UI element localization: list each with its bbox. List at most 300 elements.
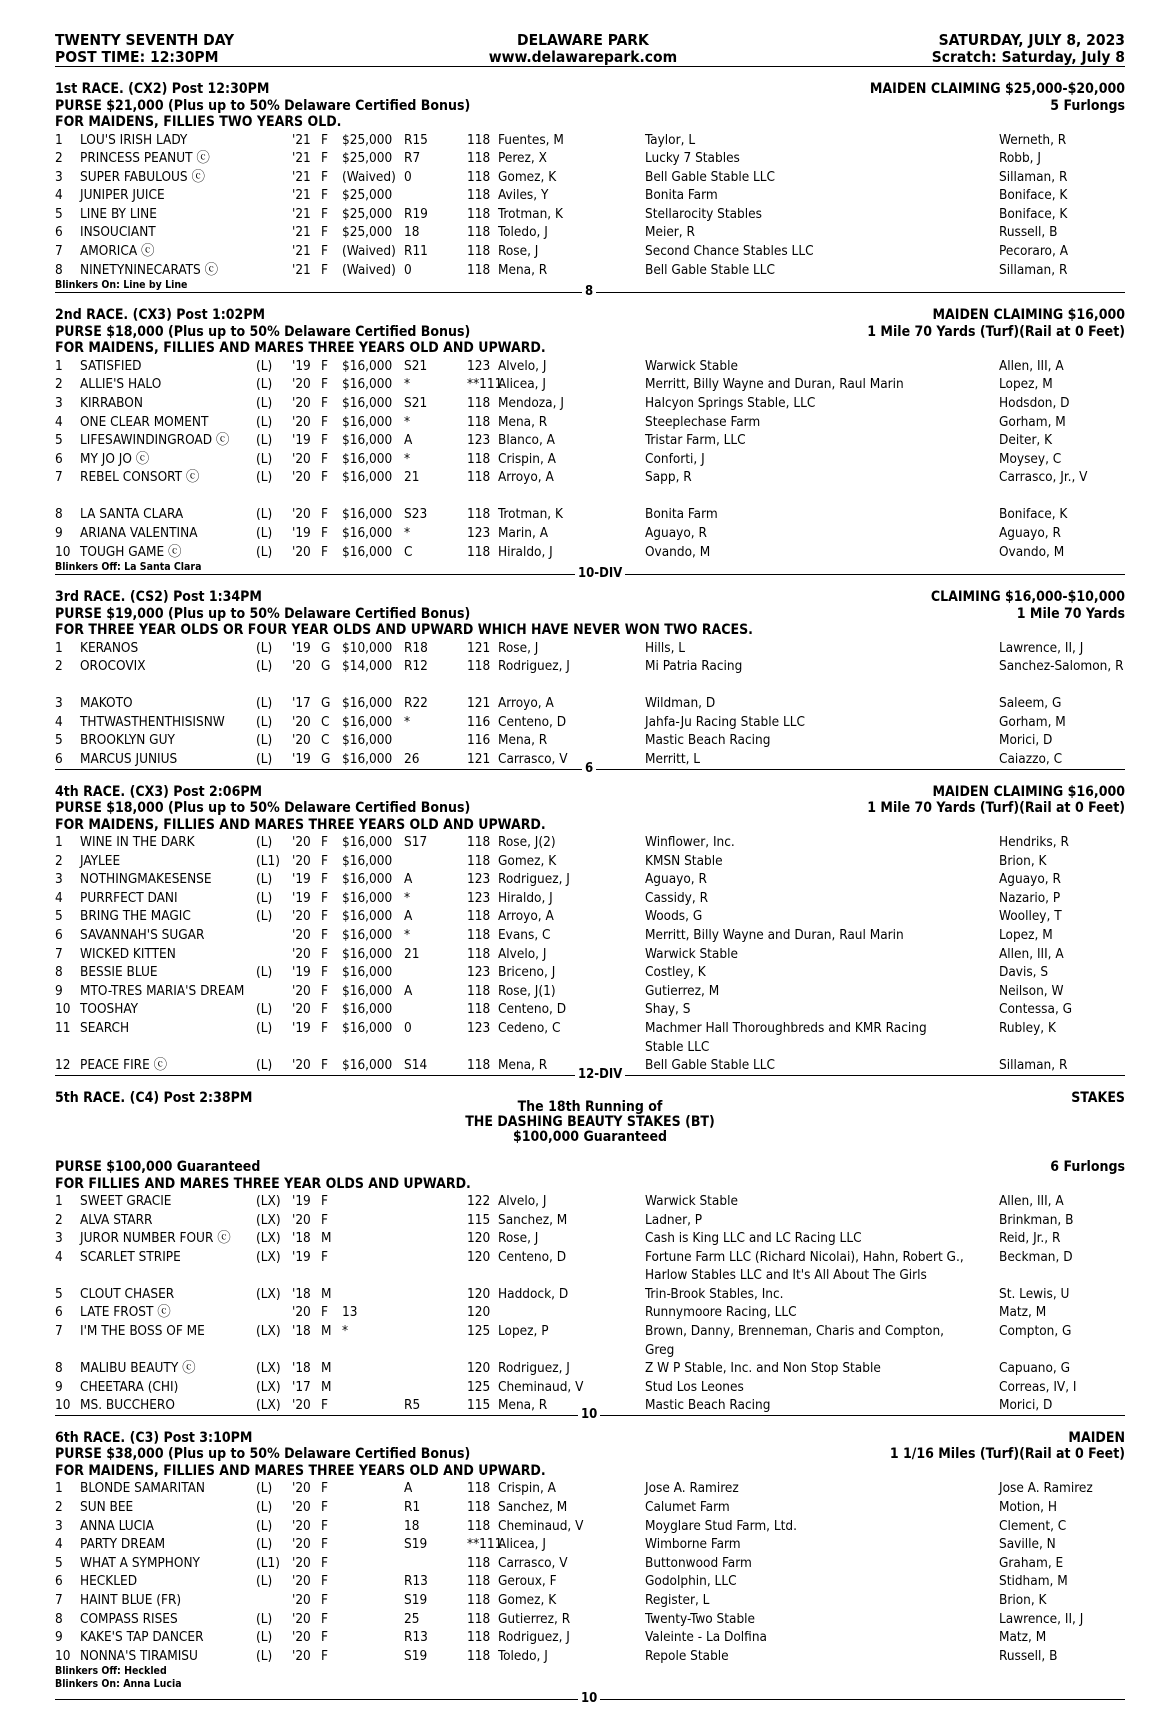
- entry-name[interactable]: COMPASS RISES: [80, 1610, 178, 1627]
- entry-pr: $16,000: [342, 927, 393, 944]
- entry-row: [55, 1591, 1125, 1610]
- entry-row: [55, 694, 1125, 713]
- entry-name[interactable]: LOU'S IRISH LADY: [80, 131, 188, 148]
- entry-tr: Brion, K: [999, 1591, 1047, 1608]
- entry-row: [55, 1248, 1125, 1285]
- entry-med: (L): [256, 1001, 273, 1018]
- entry-num: 1: [55, 131, 63, 148]
- entry-sex: F: [321, 927, 328, 944]
- entry-num: 5: [55, 432, 63, 449]
- entry-sex: F: [321, 168, 328, 185]
- entry-row: [55, 1610, 1125, 1629]
- entry-tr: Caiazzo, C: [999, 750, 1063, 767]
- entry-med: (LX): [256, 1248, 281, 1265]
- entry-name[interactable]: CLOUT CHASER: [80, 1285, 175, 1302]
- entry-num: 2: [55, 376, 63, 393]
- entry-own: Cash is King LLC and LC Racing LLC: [645, 1230, 862, 1247]
- entry-yr: '20: [292, 1536, 311, 1553]
- entry-yr: '19: [292, 1248, 311, 1265]
- entry-jk: Rose, J: [498, 243, 539, 260]
- entry-own: Costley, K: [645, 964, 706, 981]
- entry-name[interactable]: MTO-TRES MARIA'S DREAM: [80, 982, 245, 999]
- entry-code: R5: [404, 1397, 421, 1414]
- entry-wt: 118: [467, 413, 491, 430]
- entry-name[interactable]: KIRRABON: [80, 394, 143, 411]
- entry-yr: '20: [292, 1517, 311, 1534]
- entry-name[interactable]: I'M THE BOSS OF ME: [80, 1323, 205, 1340]
- entry-name[interactable]: ALLIE'S HALO: [80, 376, 162, 393]
- entry-sex: F: [321, 1517, 328, 1534]
- entry-code: C: [404, 543, 413, 560]
- entry-sex: F: [321, 1647, 328, 1664]
- entry-med: (L): [256, 1517, 273, 1534]
- entry-row: [55, 168, 1125, 187]
- entry-jk: Carrasco, V: [498, 750, 568, 767]
- entry-tr: Robb, J: [999, 150, 1041, 167]
- entry-yr: '21: [292, 150, 311, 167]
- entry-med: (L): [256, 639, 273, 656]
- entry-own: Runnymoore Racing, LLC: [645, 1304, 797, 1321]
- entry-name[interactable]: JUROR NUMBER FOUR ⓒ: [80, 1230, 231, 1247]
- entry-name[interactable]: LA SANTA CLARA: [80, 506, 184, 523]
- entry-own: Bonita Farm: [645, 187, 718, 204]
- entry-sex: F: [321, 1211, 328, 1228]
- entry-wt: 118: [467, 1001, 491, 1018]
- entry-name[interactable]: JUNIPER JUICE: [80, 187, 165, 204]
- entry-tr: Sillaman, R: [999, 261, 1068, 278]
- entry-yr: '18: [292, 1285, 311, 1302]
- entry-med: (L): [256, 1536, 273, 1553]
- entry-num: 1: [55, 1480, 63, 1497]
- entry-code: R15: [404, 131, 428, 148]
- entry-name[interactable]: MARCUS JUNIUS: [80, 750, 178, 767]
- entry-row: [55, 1479, 1125, 1498]
- field-size-marker: 10-DIV: [575, 566, 625, 582]
- entry-own: Halcyon Springs Stable, LLC: [645, 394, 816, 411]
- entry-tr: Allen, III, A: [999, 945, 1064, 962]
- entry-wt: 118: [467, 243, 491, 260]
- entry-jk: Mena, R: [498, 732, 548, 749]
- entry-sex: F: [321, 1001, 328, 1018]
- entry-jk: Arroyo, A: [498, 908, 554, 925]
- entry-name[interactable]: BLONDE SAMARITAN: [80, 1480, 205, 1497]
- entry-tr: Saville, N: [999, 1536, 1056, 1553]
- entry-code: 0: [404, 261, 412, 278]
- entry-med: (L): [256, 450, 273, 467]
- entry-name[interactable]: OROCOVIX: [80, 658, 146, 675]
- entry-name[interactable]: WICKED KITTEN: [80, 945, 176, 962]
- entry-yr: '17: [292, 695, 311, 712]
- entry-tr: Boniface, K: [999, 205, 1068, 222]
- entry-pr: (Waived): [342, 243, 396, 260]
- entry-jk: Briceno, J: [498, 964, 556, 981]
- entry-name[interactable]: SCARLET STRIPE: [80, 1248, 181, 1265]
- entry-pr: $16,000: [342, 889, 393, 906]
- race-purse: PURSE $18,000 (Plus up to 50% Delaware Certified Bonus): [55, 800, 471, 817]
- entry-pr: $16,000: [342, 945, 393, 962]
- entry-wt: 120: [467, 1285, 491, 1302]
- race-distance: 1 Mile 70 Yards (Turf)(Rail at 0 Feet): [867, 800, 1125, 817]
- entry-jk: Perez, X: [498, 150, 547, 167]
- entry-yr: '19: [292, 432, 311, 449]
- stakes-line: $100,000 Guaranteed: [512, 1129, 668, 1146]
- entry-pr: $25,000: [342, 205, 393, 222]
- blinkers-note: Blinkers Off: La Santa Clara: [55, 561, 202, 574]
- entry-own: Ovando, M: [645, 543, 711, 560]
- entry-pr: $10,000: [342, 639, 393, 656]
- entry-med: (L): [256, 1498, 273, 1515]
- entry-name[interactable]: SATISFIED: [80, 357, 142, 374]
- entry-row: [55, 1192, 1125, 1211]
- blinkers-note: Blinkers Off: Heckled: [55, 1665, 167, 1678]
- entry-pr: $25,000: [342, 187, 393, 204]
- entry-name[interactable]: SEARCH: [80, 1020, 130, 1036]
- blinkers-note: Blinkers On: Line by Line: [55, 279, 188, 292]
- entry-sex: G: [321, 639, 331, 656]
- entry-num: 2: [55, 1211, 63, 1228]
- entry-row: [55, 1572, 1125, 1591]
- entry-jk: Mena, R: [498, 1397, 548, 1414]
- entry-wt: 118: [467, 131, 491, 148]
- entry-num: 10: [55, 1397, 71, 1414]
- entry-own: Stud Los Leones: [645, 1378, 744, 1395]
- entry-med: (L): [256, 524, 273, 541]
- entry-tr: Brinkman, B: [999, 1211, 1074, 1228]
- entry-wt: 118: [467, 450, 491, 467]
- entry-tr: Lopez, M: [999, 376, 1053, 393]
- entry-name[interactable]: MALIBU BEAUTY ⓒ: [80, 1360, 196, 1377]
- entry-med: (L): [256, 713, 273, 730]
- entry-sex: F: [321, 1536, 328, 1553]
- entry-jk: Crispin, A: [498, 450, 556, 467]
- entry-row: [55, 505, 1125, 524]
- entry-tr: Neilson, W: [999, 982, 1064, 999]
- entry-name[interactable]: AMORICA ⓒ: [80, 243, 155, 260]
- entry-pr: $16,000: [342, 834, 393, 851]
- entry-pr: *: [342, 1323, 349, 1340]
- entry-med: (L): [256, 469, 273, 486]
- entry-yr: '20: [292, 1610, 311, 1627]
- entry-name[interactable]: ONE CLEAR MOMENT: [80, 413, 209, 430]
- entry-tr: Pecoraro, A: [999, 243, 1068, 260]
- entry-tr: Stidham, M: [999, 1573, 1068, 1590]
- entry-num: 2: [55, 852, 63, 869]
- entry-tr: Lawrence, II, J: [999, 639, 1084, 656]
- entry-pr: $16,000: [342, 543, 393, 560]
- entry-code: 21: [404, 945, 420, 962]
- entry-med: (LX): [256, 1397, 281, 1414]
- entry-yr: '20: [292, 1591, 311, 1608]
- entry-jk: Mena, R: [498, 413, 548, 430]
- entry-name[interactable]: SWEET GRACIE: [80, 1193, 172, 1210]
- entry-yr: '20: [292, 1629, 311, 1646]
- entry-own: Mastic Beach Racing: [645, 1397, 771, 1414]
- entry-own: Twenty-Two Stable: [645, 1610, 756, 1627]
- entry-row: [55, 657, 1125, 694]
- track-url[interactable]: www.delawarepark.com: [488, 48, 678, 66]
- entry-wt: 123: [467, 357, 491, 374]
- entry-name[interactable]: BRING THE MAGIC: [80, 908, 191, 925]
- entry-wt: 118: [467, 224, 491, 241]
- entry-pr: $25,000: [342, 224, 393, 241]
- entry-med: (L): [256, 376, 273, 393]
- entry-name[interactable]: CHEETARA (CHI): [80, 1378, 179, 1395]
- entry-num: 8: [55, 1610, 63, 1627]
- entry-row: [55, 1378, 1125, 1397]
- entry-yr: '20: [292, 1480, 311, 1497]
- entry-wt: 118: [467, 1610, 491, 1627]
- entry-own: Mi Patria Racing: [645, 658, 743, 675]
- entry-num: 10: [55, 543, 71, 560]
- entry-row: [55, 1322, 1125, 1359]
- entry-name[interactable]: PURRFECT DANI: [80, 889, 178, 906]
- entry-num: 9: [55, 982, 63, 999]
- entry-yr: '19: [292, 871, 311, 888]
- entry-med: (L): [256, 413, 273, 430]
- entry-name[interactable]: THTWASTHENTHISISNW: [80, 713, 225, 730]
- entry-name[interactable]: KERANOS: [80, 639, 139, 656]
- entry-own: Shay, S: [645, 1001, 691, 1018]
- entry-own: Calumet Farm: [645, 1498, 730, 1515]
- entry-jk: Lopez, P: [498, 1323, 549, 1340]
- entry-code: A: [404, 432, 413, 449]
- entry-row: [55, 1535, 1125, 1554]
- entry-name[interactable]: MS. BUCCHERO: [80, 1397, 175, 1414]
- entry-num: 4: [55, 413, 63, 430]
- entry-name[interactable]: TOUGH GAME ⓒ: [80, 543, 182, 560]
- entry-wt: 118: [467, 1057, 491, 1073]
- stakes-line: The 18th Running of: [517, 1099, 663, 1116]
- race-type: STAKES: [1071, 1089, 1125, 1106]
- entry-tr: Sillaman, R: [999, 168, 1068, 185]
- entry-tr: Boniface, K: [999, 506, 1068, 523]
- entry-sex: F: [321, 1554, 328, 1571]
- entry-code: S14: [404, 1057, 428, 1073]
- stakes-line: THE DASHING BEAUTY STAKES (BT): [465, 1114, 715, 1131]
- entry-name[interactable]: KAKE'S TAP DANCER: [80, 1629, 204, 1646]
- entry-pr: $16,000: [342, 394, 393, 411]
- entry-row: [55, 186, 1125, 205]
- entry-tr: Gorham, M: [999, 713, 1066, 730]
- entry-name[interactable]: INSOUCIANT: [80, 224, 156, 241]
- entry-sex: G: [321, 750, 331, 767]
- entry-sex: M: [321, 1230, 332, 1247]
- entry-own: Woods, G: [645, 908, 703, 925]
- entry-tr: Ovando, M: [999, 543, 1065, 560]
- entry-name[interactable]: MAKOTO: [80, 695, 133, 712]
- entry-tr: Beckman, D: [999, 1248, 1073, 1265]
- entry-tr: Boniface, K: [999, 187, 1068, 204]
- stakes-title: [55, 1100, 1125, 1145]
- entry-row: [55, 889, 1125, 908]
- entry-row: [55, 375, 1125, 394]
- entry-name[interactable]: PRINCESS PEANUT ⓒ: [80, 150, 210, 167]
- field-size-marker: 6: [582, 761, 596, 777]
- entry-name[interactable]: BROOKLYN GUY: [80, 732, 175, 749]
- entry-row: [55, 713, 1125, 732]
- entry-num: 2: [55, 658, 63, 675]
- entry-name[interactable]: NINETYNINECARATS ⓒ: [80, 261, 219, 278]
- entry-num: 11: [55, 1020, 71, 1036]
- entry-name[interactable]: PARTY DREAM: [80, 1536, 166, 1553]
- entry-sex: G: [321, 695, 331, 712]
- entry-jk: Centeno, D: [498, 1248, 567, 1265]
- entry-tr: Gorham, M: [999, 413, 1066, 430]
- entry-pr: $16,000: [342, 1057, 393, 1073]
- entry-jk: Arroyo, A: [498, 695, 554, 712]
- entry-own: Fortune Farm LLC (Richard Nicolai), Hahn, Robert G., Harlow Stables LLC and It's All About The Girls: [645, 1248, 964, 1284]
- entry-yr: '20: [292, 658, 311, 675]
- entry-sex: F: [321, 1248, 328, 1265]
- entry-med: (LX): [256, 1230, 281, 1247]
- entry-tr: Contessa, G: [999, 1001, 1073, 1018]
- entry-num: 5: [55, 732, 63, 749]
- entry-wt: 118: [467, 1573, 491, 1590]
- entry-name[interactable]: ALVA STARR: [80, 1211, 153, 1228]
- entry-tr: Rubley, K: [999, 1020, 1056, 1036]
- entry-jk: Hiraldo, J: [498, 889, 553, 906]
- entry-wt: 118: [467, 261, 491, 278]
- field-size-marker: 12-DIV: [575, 1067, 625, 1083]
- entry-row: [55, 963, 1125, 982]
- entry-pr: 13: [342, 1304, 358, 1321]
- race-distance: 6 Furlongs: [1050, 1159, 1125, 1176]
- entry-name[interactable]: SAVANNAH'S SUGAR: [80, 927, 205, 944]
- race-conditions: FOR THREE YEAR OLDS OR FOUR YEAR OLDS AND UPWARD WHICH HAVE NEVER WON TWO RACES.: [55, 622, 753, 639]
- entry-yr: '20: [292, 982, 311, 999]
- entry-row: [55, 833, 1125, 852]
- entry-name[interactable]: ANNA LUCIA: [80, 1517, 154, 1534]
- entry-sex: F: [321, 1057, 328, 1073]
- entry-yr: '21: [292, 243, 311, 260]
- entry-med: (L): [256, 1573, 273, 1590]
- entry-own: Tristar Farm, LLC: [645, 432, 746, 449]
- entry-name[interactable]: BESSIE BLUE: [80, 964, 158, 981]
- entry-code: S21: [404, 357, 428, 374]
- race-title: 2nd RACE. (CX3) Post 1:02PM: [55, 307, 266, 324]
- entry-name[interactable]: TOOSHAY: [80, 1001, 139, 1018]
- entry-sex: M: [321, 1285, 332, 1302]
- entry-wt: 123: [467, 524, 491, 541]
- entry-own: Jahfa-Ju Racing Stable LLC: [645, 713, 805, 730]
- entry-sex: M: [321, 1378, 332, 1395]
- entry-tr: Allen, III, A: [999, 357, 1064, 374]
- entry-name[interactable]: NONNA'S TIRAMISU: [80, 1647, 198, 1664]
- entry-name[interactable]: WINE IN THE DARK: [80, 834, 195, 851]
- entry-code: R13: [404, 1573, 428, 1590]
- entry-wt: 118: [467, 982, 491, 999]
- entry-num: 7: [55, 1323, 63, 1340]
- entry-name[interactable]: LATE FROST ⓒ: [80, 1304, 171, 1321]
- entry-yr: '20: [292, 1397, 311, 1414]
- entry-med: (L): [256, 964, 273, 981]
- entry-code: R13: [404, 1629, 428, 1646]
- entry-own: Merritt, Billy Wayne and Duran, Raul Marin: [645, 376, 904, 393]
- race-distance: 1 Mile 70 Yards: [1016, 605, 1125, 622]
- scratch-date: Scratch: Saturday, July 8: [931, 48, 1125, 66]
- entry-yr: '20: [292, 945, 311, 962]
- entry-name[interactable]: JAYLEE: [80, 852, 121, 869]
- entry-name[interactable]: HECKLED: [80, 1573, 138, 1590]
- entry-code: A: [404, 871, 413, 888]
- entry-name[interactable]: REBEL CONSORT ⓒ: [80, 469, 200, 486]
- entry-row: [55, 1303, 1125, 1322]
- entry-jk: Crispin, A: [498, 1480, 556, 1497]
- entry-own: Z W P Stable, Inc. and Non Stop Stable: [645, 1360, 881, 1377]
- entry-wt: 118: [467, 1591, 491, 1608]
- entry-tr: Moysey, C: [999, 450, 1062, 467]
- entry-name[interactable]: LINE BY LINE: [80, 205, 157, 222]
- entry-name[interactable]: SUPER FABULOUS ⓒ: [80, 168, 205, 185]
- entry-sex: C: [321, 713, 330, 730]
- entry-name[interactable]: HAINT BLUE (FR): [80, 1591, 182, 1608]
- entry-wt: 121: [467, 750, 491, 767]
- entry-name[interactable]: ARIANA VALENTINA: [80, 524, 198, 541]
- entry-med: (L): [256, 394, 273, 411]
- entry-own: Warwick Stable: [645, 1193, 738, 1210]
- entry-sex: F: [321, 543, 328, 560]
- entry-sex: F: [321, 524, 328, 541]
- entry-sex: F: [321, 224, 328, 241]
- entry-med: (L1): [256, 1554, 280, 1571]
- entry-name[interactable]: SUN BEE: [80, 1498, 134, 1515]
- entry-sex: F: [321, 1610, 328, 1627]
- entry-own: Aguayo, R: [645, 871, 707, 888]
- entry-jk: Carrasco, V: [498, 1554, 568, 1571]
- entry-tr: Werneth, R: [999, 131, 1067, 148]
- entry-num: 9: [55, 1629, 63, 1646]
- race-title: 4th RACE. (CX3) Post 2:06PM: [55, 783, 263, 800]
- entry-jk: Mendoza, J: [498, 394, 564, 411]
- entry-yr: '21: [292, 168, 311, 185]
- entry-name[interactable]: WHAT A SYMPHONY: [80, 1554, 200, 1571]
- entry-tr: Davis, S: [999, 964, 1049, 981]
- entry-num: 6: [55, 1573, 63, 1590]
- entry-name[interactable]: MY JO JO ⓒ: [80, 450, 150, 467]
- entry-name[interactable]: PEACE FIRE ⓒ: [80, 1057, 168, 1073]
- entry-sex: F: [321, 243, 328, 260]
- entry-name[interactable]: NOTHINGMAKESENSE: [80, 871, 212, 888]
- entry-yr: '19: [292, 357, 311, 374]
- entry-num: 8: [55, 261, 63, 278]
- race-purse: PURSE $21,000 (Plus up to 50% Delaware Certified Bonus): [55, 97, 471, 114]
- entry-tr: Motion, H: [999, 1498, 1058, 1515]
- entry-own: Repole Stable: [645, 1647, 729, 1664]
- entry-yr: '19: [292, 639, 311, 656]
- entry-jk: Marin, A: [498, 524, 549, 541]
- entry-sex: F: [321, 357, 328, 374]
- entry-tr: Hendriks, R: [999, 834, 1069, 851]
- entry-row: [55, 945, 1125, 964]
- entry-sex: F: [321, 1573, 328, 1590]
- entry-jk: Gomez, K: [498, 168, 557, 185]
- entry-wt: 118: [467, 1629, 491, 1646]
- entry-num: 6: [55, 750, 63, 767]
- entry-num: 6: [55, 927, 63, 944]
- entry-yr: '20: [292, 927, 311, 944]
- entry-med: (L): [256, 1647, 273, 1664]
- track-name: DELAWARE PARK: [517, 31, 649, 49]
- entry-yr: '20: [292, 908, 311, 925]
- race-list: [55, 66, 1125, 1691]
- entry-row: [55, 394, 1125, 413]
- entry-num: 5: [55, 1285, 63, 1302]
- entry-own: Bell Gable Stable LLC: [645, 1057, 776, 1073]
- entry-name[interactable]: LIFESAWINDINGROAD ⓒ: [80, 432, 230, 449]
- entry-jk: Rose, J: [498, 639, 539, 656]
- entry-yr: '20: [292, 834, 311, 851]
- entry-own: Ladner, P: [645, 1211, 703, 1228]
